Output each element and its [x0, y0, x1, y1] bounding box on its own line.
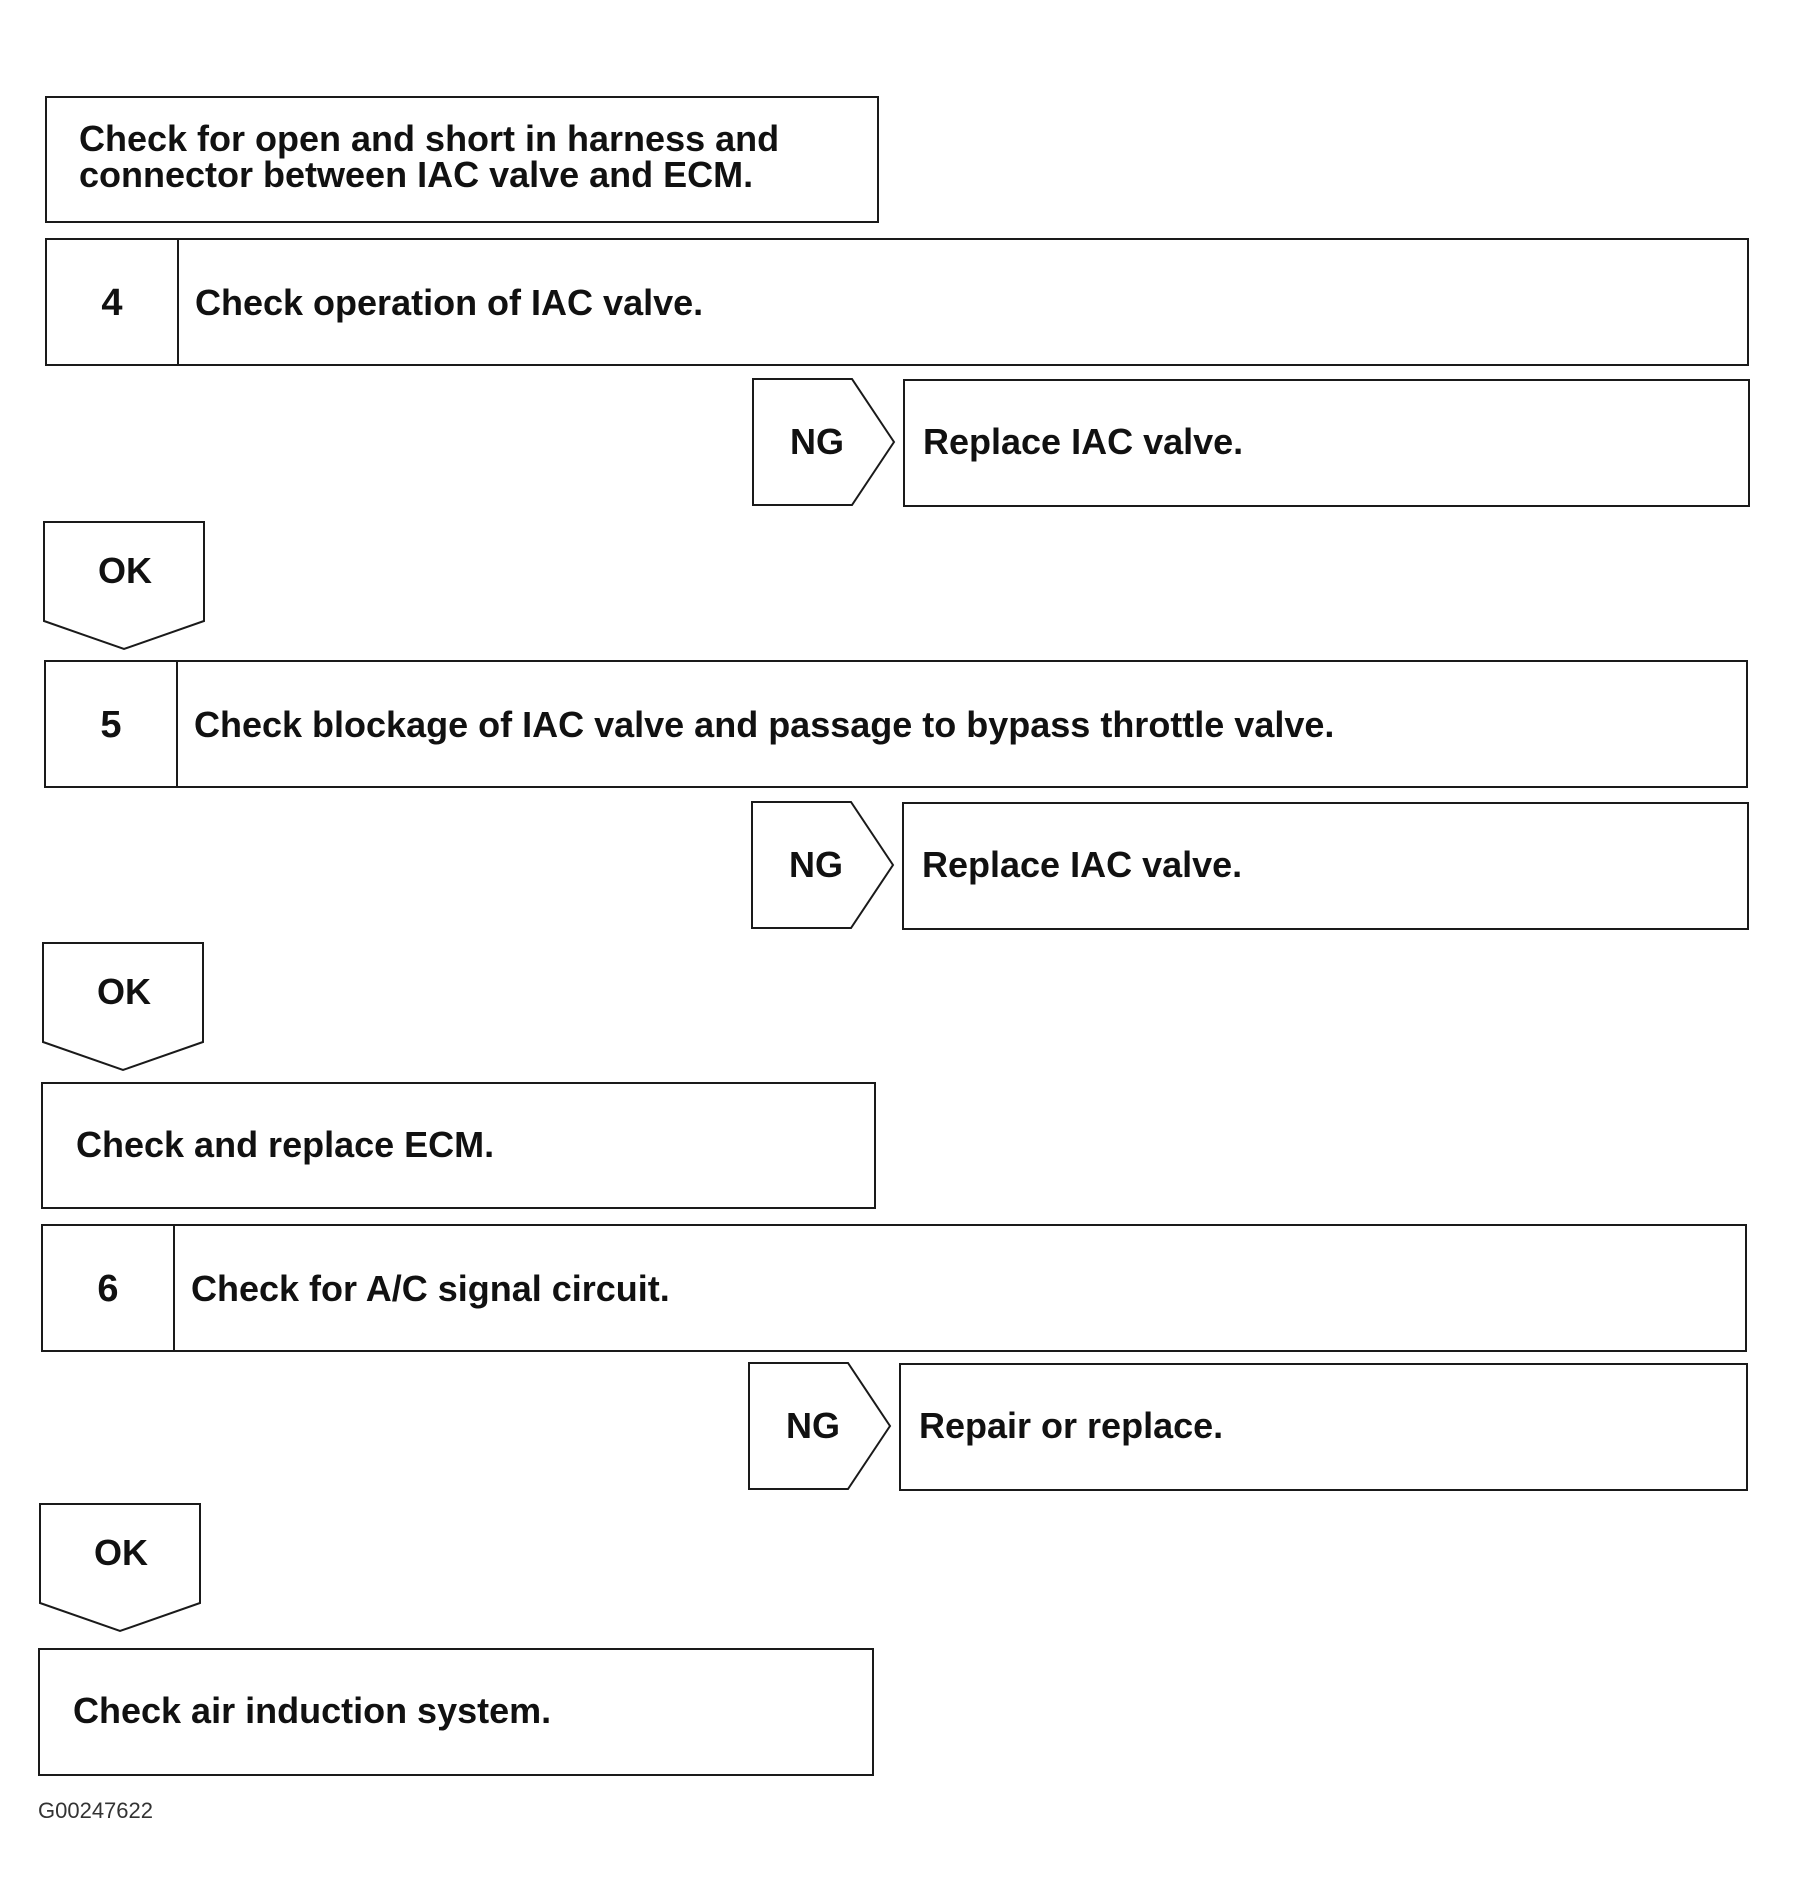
action-text-line-1: Check for open and short in harness and: [79, 118, 780, 159]
step-5-ok-label: OK: [97, 971, 151, 1012]
step-5-number: 5: [100, 704, 122, 746]
step-6-ok-action-box: [38, 1648, 874, 1776]
action-text-line-2: connector between IAC valve and ECM.: [79, 154, 754, 195]
step-5-ok-action-box: [41, 1082, 876, 1209]
step-4-ng-action-box: [903, 379, 1750, 507]
step-5-ng-action-text: Replace IAC valve.: [922, 844, 1243, 885]
step-6-box: [41, 1224, 1747, 1352]
step-4-ok-label: OK: [98, 550, 152, 591]
step-6-ng-action-box: [899, 1363, 1748, 1491]
step-5-divider: [176, 662, 178, 786]
step-4-text: Check operation of IAC valve.: [195, 282, 704, 323]
step-6-text: Check for A/C signal circuit.: [191, 1268, 670, 1309]
step-4-ng-label: NG: [790, 421, 844, 462]
step-5-ng-action-box: [902, 802, 1749, 930]
step-4-number: 4: [101, 282, 123, 324]
step-4-divider: [177, 240, 179, 364]
step-5-ok-action-text: Check and replace ECM.: [76, 1124, 495, 1165]
step-4-ng-action-text: Replace IAC valve.: [923, 421, 1244, 462]
step-5-text: Check blockage of IAC valve and passage to bypass throttle valve.: [194, 704, 1335, 745]
step-6-ok-label: OK: [94, 1532, 148, 1573]
figure-id: G00247622: [38, 1798, 153, 1823]
step-6-ok-action-text: Check air induction system.: [73, 1690, 552, 1731]
step-6-ng-label: NG: [786, 1405, 840, 1446]
action-box-harness-check: [45, 96, 879, 223]
step-6-ng-action-text: Repair or replace.: [919, 1405, 1224, 1446]
step-5-box: [44, 660, 1748, 788]
step-5-ng-label: NG: [789, 844, 843, 885]
step-6-number: 6: [97, 1268, 119, 1310]
step-6-divider: [173, 1226, 175, 1350]
step-4-box: [45, 238, 1749, 366]
